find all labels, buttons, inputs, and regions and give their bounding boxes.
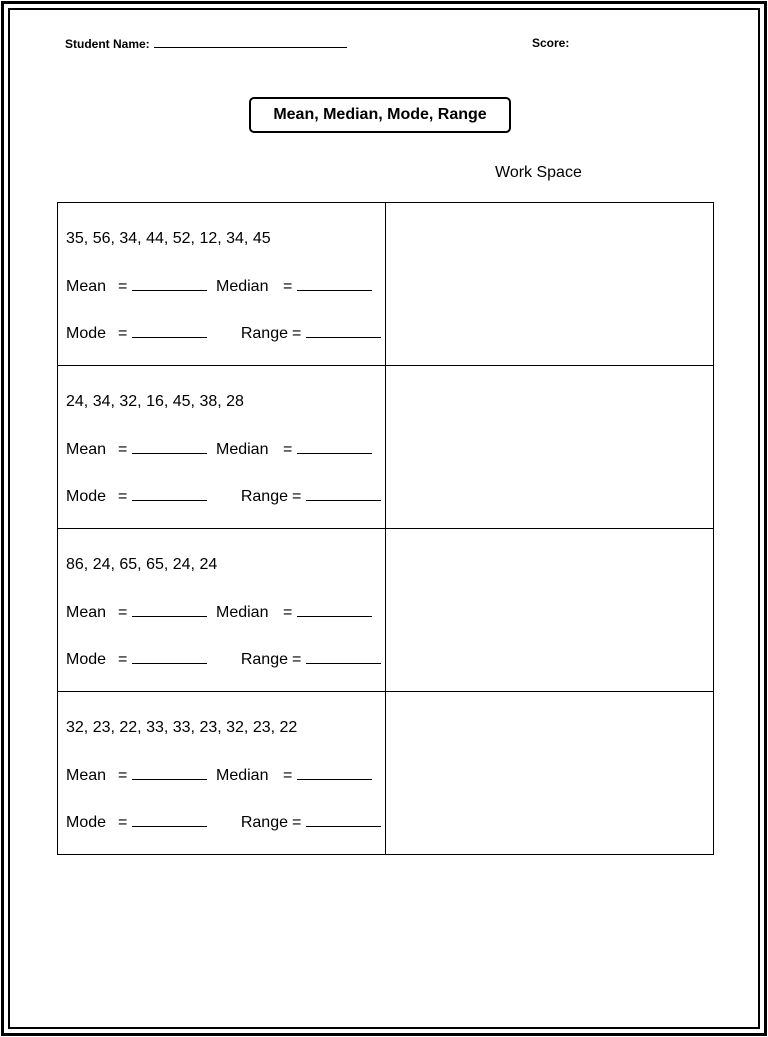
problem-numbers: 24, 34, 32, 16, 45, 38, 28 [66, 393, 244, 410]
student-name-blank[interactable] [154, 36, 347, 48]
equals-sign: = [292, 325, 302, 342]
problem-row [58, 692, 714, 855]
work-space-cell[interactable] [386, 366, 714, 529]
mode-label: Mode [66, 325, 107, 342]
equals-sign: = [283, 767, 293, 784]
problem-row [58, 203, 714, 366]
range-answer-blank[interactable] [306, 486, 381, 501]
work-space-cell[interactable] [386, 692, 714, 855]
median-label: Median [216, 604, 269, 621]
mean-answer-blank[interactable] [132, 439, 207, 454]
median-answer-blank[interactable] [297, 276, 372, 291]
mode-answer-blank[interactable] [132, 812, 207, 827]
score-label: Score: [532, 36, 570, 50]
median-label: Median [216, 767, 269, 784]
mean-answer-blank[interactable] [132, 276, 207, 291]
student-name-field [65, 36, 347, 51]
mode-range-line [66, 649, 381, 669]
median-answer-blank[interactable] [297, 439, 372, 454]
equals-sign: = [118, 325, 128, 342]
equals-sign: = [118, 441, 128, 458]
equals-sign: = [283, 278, 293, 295]
equals-sign: = [118, 651, 128, 668]
range-answer-blank[interactable] [306, 812, 381, 827]
mode-range-line [66, 486, 381, 506]
mean-median-line [66, 439, 372, 459]
problem-row [58, 366, 714, 529]
mean-median-line [66, 765, 372, 785]
mode-label: Mode [66, 814, 107, 831]
mean-median-line [66, 602, 372, 622]
range-label: Range [240, 488, 288, 505]
problem-cell [58, 529, 386, 692]
equals-sign: = [118, 278, 128, 295]
problem-cell [58, 203, 386, 366]
median-label: Median [216, 278, 269, 295]
range-label: Range [240, 814, 288, 831]
median-answer-blank[interactable] [297, 602, 372, 617]
work-space-label: Work Space [495, 164, 582, 181]
mean-answer-blank[interactable] [132, 765, 207, 780]
problem-table [57, 202, 714, 855]
equals-sign: = [118, 604, 128, 621]
mean-label: Mean [66, 278, 107, 295]
median-answer-blank[interactable] [297, 765, 372, 780]
equals-sign: = [283, 441, 293, 458]
mode-answer-blank[interactable] [132, 649, 207, 664]
student-name-label: Student Name: [65, 37, 150, 51]
range-label: Range [240, 325, 288, 342]
mean-label: Mean [66, 441, 107, 458]
range-answer-blank[interactable] [306, 649, 381, 664]
equals-sign: = [118, 488, 128, 505]
problem-numbers: 35, 56, 34, 44, 52, 12, 34, 45 [66, 230, 271, 247]
range-label: Range [240, 651, 288, 668]
equals-sign: = [292, 488, 302, 505]
problem-row [58, 529, 714, 692]
range-answer-blank[interactable] [306, 323, 381, 338]
equals-sign: = [283, 604, 293, 621]
mode-answer-blank[interactable] [132, 323, 207, 338]
mean-median-line [66, 276, 372, 296]
equals-sign: = [118, 767, 128, 784]
mean-answer-blank[interactable] [132, 602, 207, 617]
work-space-cell[interactable] [386, 203, 714, 366]
work-space-cell[interactable] [386, 529, 714, 692]
mode-label: Mode [66, 651, 107, 668]
equals-sign: = [292, 814, 302, 831]
mode-range-line [66, 812, 381, 832]
median-label: Median [216, 441, 269, 458]
problem-numbers: 86, 24, 65, 65, 24, 24 [66, 556, 218, 573]
mode-range-line [66, 323, 381, 343]
equals-sign: = [292, 651, 302, 668]
mean-label: Mean [66, 604, 107, 621]
mode-label: Mode [66, 488, 107, 505]
mean-label: Mean [66, 767, 107, 784]
problem-cell [58, 692, 386, 855]
problem-numbers: 32, 23, 22, 33, 33, 23, 32, 23, 22 [66, 719, 298, 736]
worksheet-title: Mean, Median, Mode, Range [249, 97, 511, 133]
mode-answer-blank[interactable] [132, 486, 207, 501]
problem-cell [58, 366, 386, 529]
equals-sign: = [118, 814, 128, 831]
